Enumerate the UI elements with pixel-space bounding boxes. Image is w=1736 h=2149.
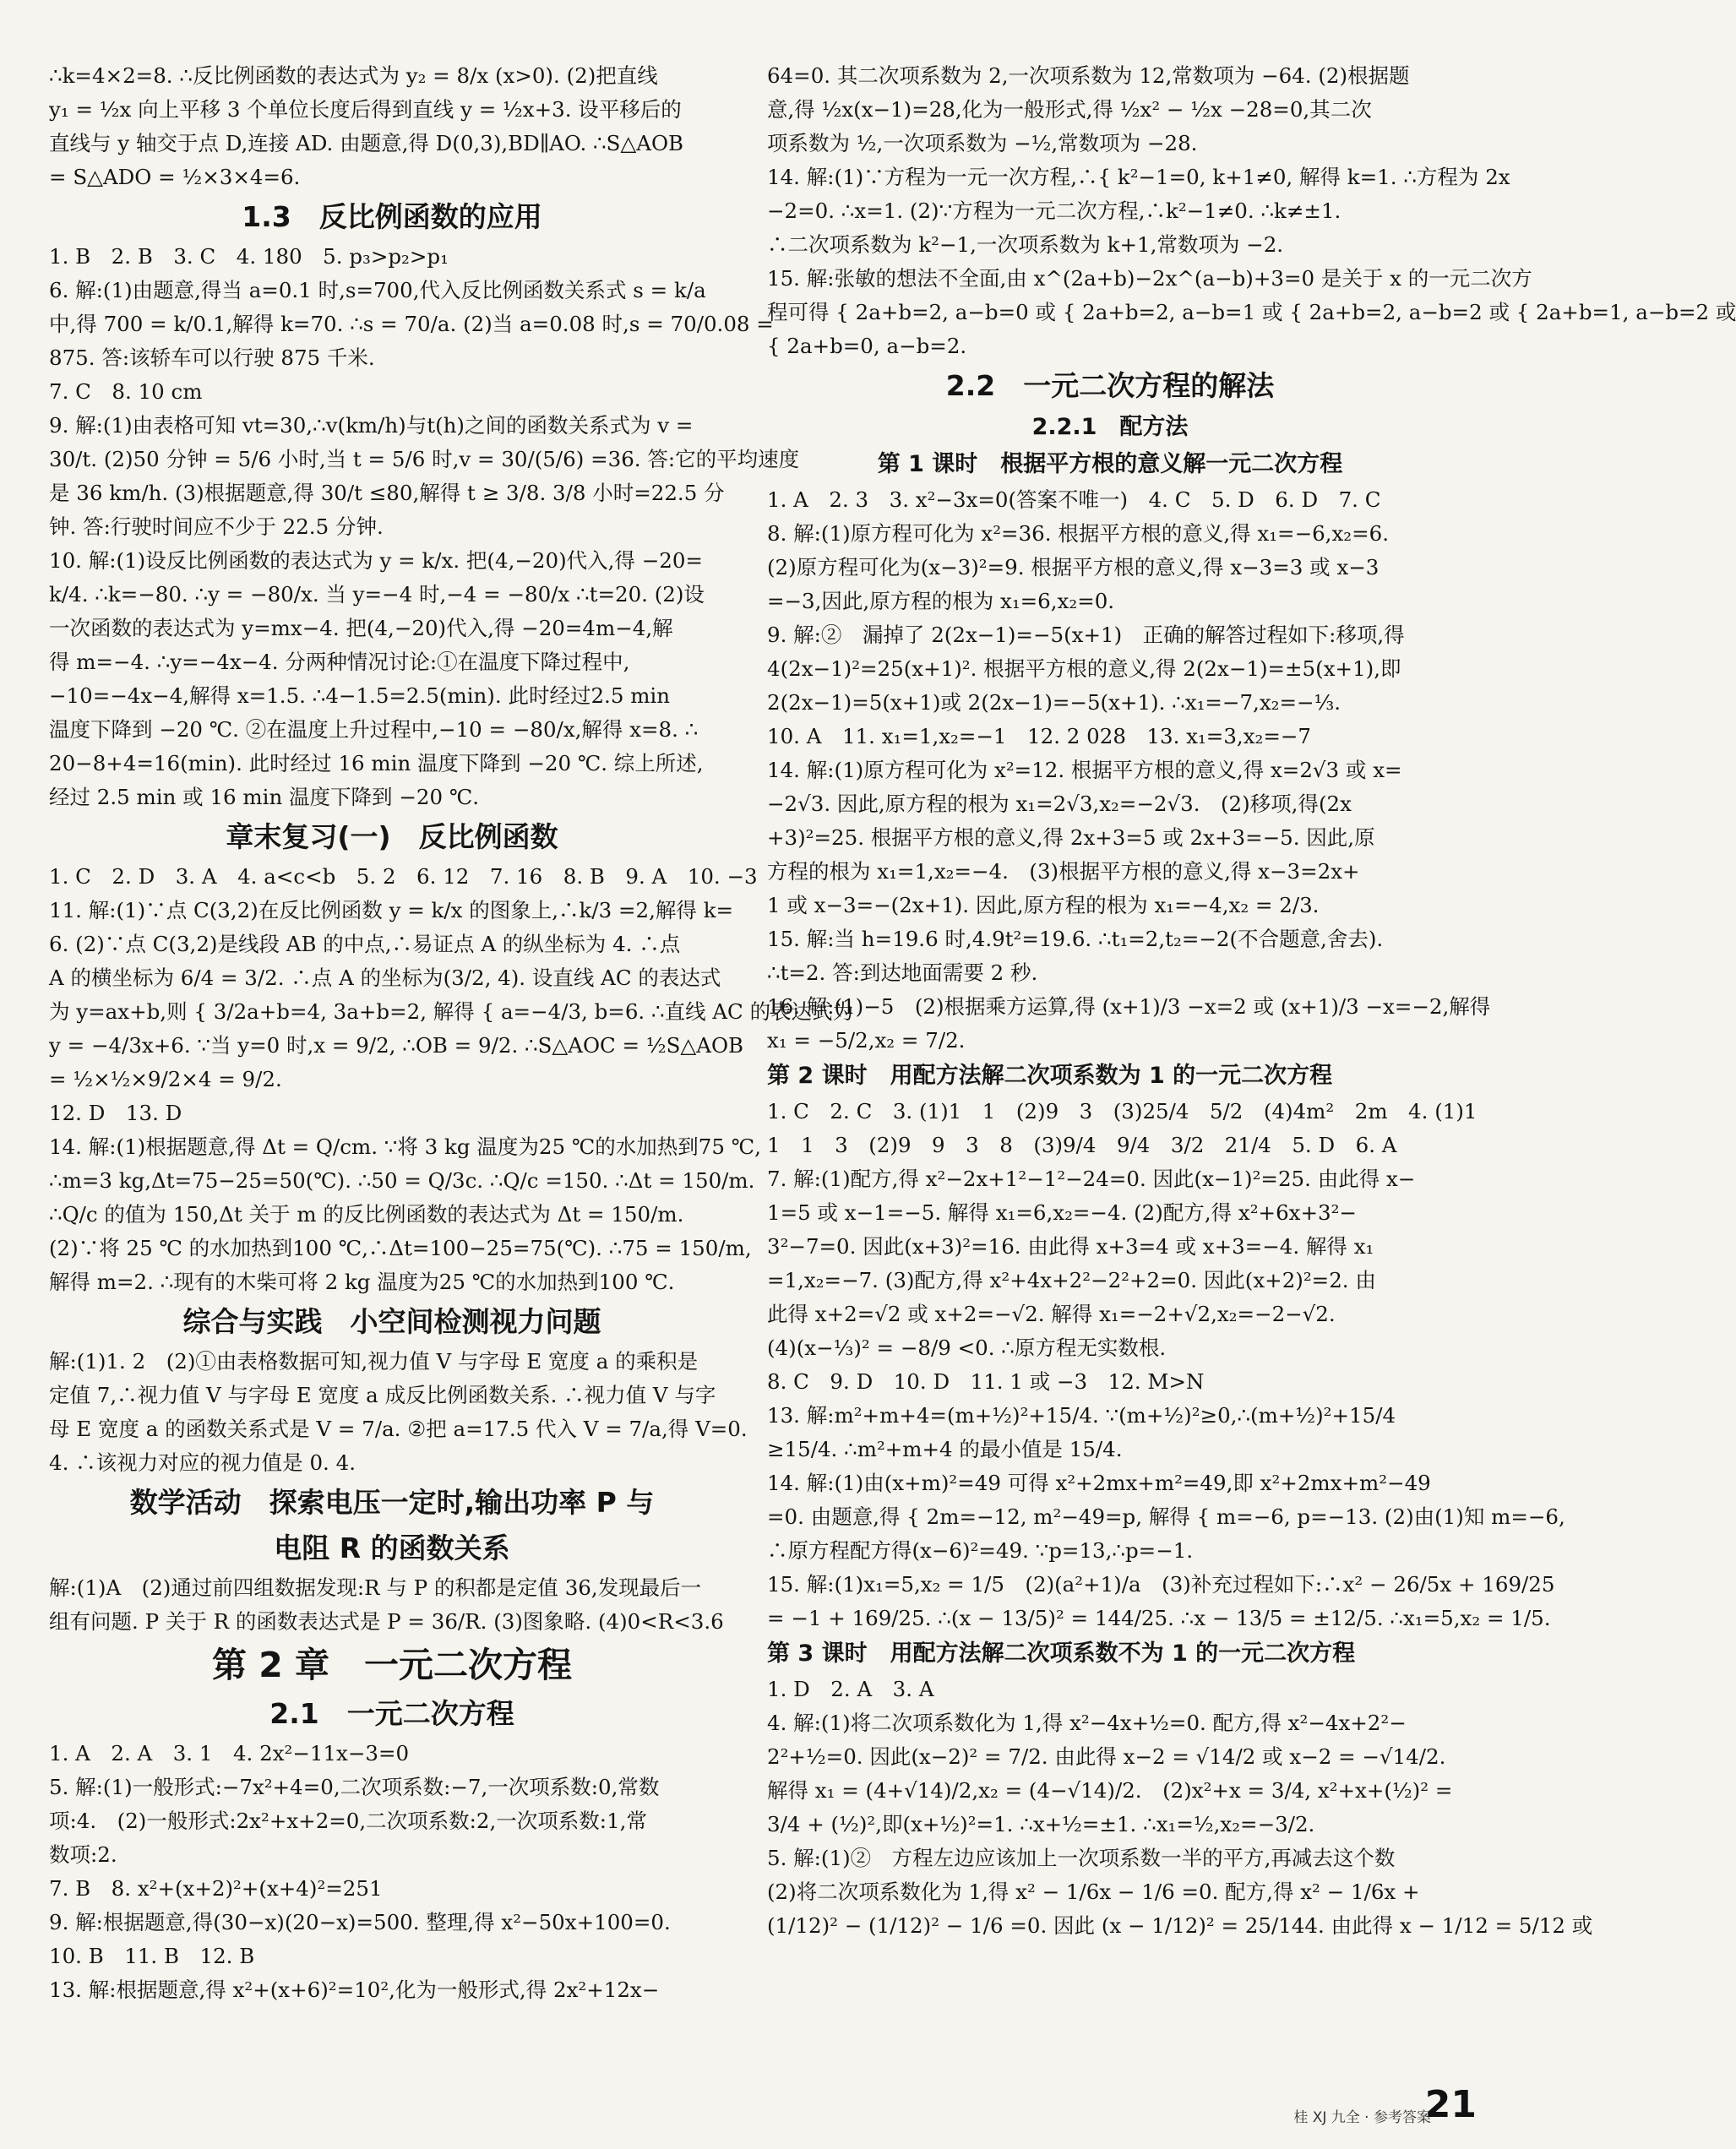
text-line: 钟. 答:行驶时间应不少于 22.5 分钟. [49,514,384,539]
text-line: 6. 解:(1)由题意,得当 a=0.1 时,s=700,代入反比例函数关系式 s = k/a [49,278,706,302]
text-line: 1=5 或 x−1=−5. 解得 x₁=6,x₂=−4. (2)配方,得 x²+6x+3²− [767,1200,1357,1225]
text-line: −2√3. 因此,原方程的根为 x₁=2√3,x₂=−2√3. (2)移项,得(2x [767,792,1352,816]
text-line: 项:4. (2)一般形式:2x²+x+2=0,二次项系数:2,一次项系数:1,常 [49,1809,647,1833]
text-line: 温度下降到 −20 ℃. ②在温度上升过程中,−10 = −80/x,解得 x=8. ∴ [49,717,699,742]
text-line: 为 y=ax+b,则 { 3/2a+b=4, 3a+b=2, 解得 { a=−4/3, b=6. ∴直线 AC 的表达式为 [49,999,854,1024]
text-line: 1 1 3 (2)9 9 3 8 (3)9/4 9/4 3/2 21/4 5. D 6. A [767,1133,1397,1157]
footer-label: 桂 XJ 九全 · 参考答案 [1293,2109,1431,2126]
subsection-heading: 2.2.1 配方法 [1031,414,1189,440]
text-line: 7. B 8. x²+(x+2)²+(x+4)²=251 [49,1876,383,1901]
text-line: 组有问题. P 关于 R 的函数表达式是 P = 36/R. (3)图象略. (4)0<R<3.6 [49,1609,724,1634]
section-heading: 章末复习(一) 反比例函数 [226,820,558,853]
text-line: 5. 解:(1)② 方程左边应该加上一次项系数一半的平方,再减去这个数 [767,1846,1396,1870]
text-line: 7. 解:(1)配方,得 x²−2x+1²−1²−24=0. 因此(x−1)²=25. 由此得 x− [767,1167,1416,1191]
text-line: k/4. ∴k=−80. ∴y = −80/x. 当 y=−4 时,−4 = −80/x ∴t=20. (2)设 [49,582,705,607]
text-line: 3/4 + (½)²,即(x+½)²=1. ∴x+½=±1. ∴x₁=½,x₂=−3/2. [767,1812,1315,1836]
text-line: 定值 7,∴视力值 V 与字母 E 宽度 a 成反比例函数关系. ∴视力值 V 与字 [49,1383,716,1407]
section-heading: 数学活动 探索电压一定时,输出功率 P 与 [129,1486,655,1519]
text-line: 1 或 x−3=−(2x+1). 因此,原方程的根为 x₁=−4,x₂ = 2/3. [767,893,1320,917]
section-heading: 2.2 一元二次方程的解法 [945,369,1275,402]
text-line: 1. A 2. A 3. 1 4. 2x²−11x−3=0 [49,1741,410,1765]
text-line: 5. 解:(1)一般形式:−7x²+4=0,二次项系数:−7,一次项系数:0,常数 [49,1775,660,1799]
text-line: ∴Q/c 的值为 150,Δt 关于 m 的反比例函数的表达式为 Δt = 150/m. [49,1202,684,1227]
text-line: ∴m=3 kg,Δt=75−25=50(℃). ∴50 = Q/3c. ∴Q/c =150. ∴Δt = 150/m. [49,1168,755,1193]
text-line: 9. 解:② 漏掉了 2(2x−1)=−5(x+1) 正确的解答过程如下:移项,得 [767,623,1405,647]
text-line: =0. 由题意,得 { 2m=−12, m²−49=p, 解得 { m=−6, p=−13. (2)由(1)知 m=−6, [767,1504,1565,1529]
right-column [767,59,1736,1943]
text-line: −2=0. ∴x=1. (2)∵方程为一元二次方程,∴k²−1≠0. ∴k≠±1. [767,199,1341,223]
text-line: 项系数为 ½,一次项系数为 −½,常数项为 −28. [767,131,1198,155]
text-line: 4(2x−1)²=25(x+1)². 根据平方根的意义,得 2(2x−1)=±5(x+1),即 [767,656,1401,681]
text-line: 直线与 y 轴交于点 D,连接 AD. 由题意,得 D(0,3),BD∥AO. ∴S△AOB [49,131,684,155]
text-line: ∴原方程配方得(x−6)²=49. ∵p=13,∴p=−1. [767,1538,1194,1563]
text-line: 解:(1)1. 2 (2)①由表格数据可知,视力值 V 与字母 E 宽度 a 的乘积是 [49,1349,699,1374]
text-line: 20−8+4=16(min). 此时经过 16 min 温度下降到 −20 ℃. 综上所述, [49,751,704,775]
text-line: y = −4/3x+6. ∵当 y=0 时,x = 9/2, ∴OB = 9/2. ∴S△AOC = ½S△AOB [49,1033,744,1058]
text-line: 4. ∴该视力对应的视力值是 0. 4. [49,1450,356,1475]
text-line: ∴t=2. 答:到达地面需要 2 秒. [767,960,1038,985]
text-line: 母 E 宽度 a 的函数关系式是 V = 7/a. ②把 a=17.5 代入 V = 7/a,得 V=0. [49,1417,748,1441]
section-heading: 综合与实践 小空间检测视力问题 [182,1305,601,1338]
text-line: 15. 解:(1)x₁=5,x₂ = 1/5 (2)(a²+1)/a (3)补充过程如下:∴x² − 26/5x + 169/25 [767,1572,1555,1597]
section-heading: 2.1 一元二次方程 [269,1697,514,1730]
text-line: 1. C 2. D 3. A 4. a<c<b 5. 2 6. 12 7. 16 8. B 9. A 10. −3 [49,864,758,889]
text-line: 30/t. (2)50 分钟 = 5/6 小时,当 t = 5/6 时,v = 30/(5/6) =36. 答:它的平均速度 [49,447,800,471]
section-heading: 电阻 R 的函数关系 [274,1532,510,1564]
text-line: 15. 解:张敏的想法不全面,由 x^(2a+b)−2x^(a−b)+3=0 是关于 x 的一元二次方 [767,266,1532,291]
text-line: 13. 解:根据题意,得 x²+(x+6)²=10²,化为一般形式,得 2x²+12x− [49,1978,660,2002]
text-line: = −1 + 169/25. ∴(x − 13/5)² = 144/25. ∴x − 13/5 = ±12/5. ∴x₁=5,x₂ = 1/5. [767,1606,1551,1630]
section-heading: 1.3 反比例函数的应用 [242,200,542,233]
text-line: 875. 答:该轿车可以行驶 875 千米. [49,345,375,370]
text-line: (1/12)² − (1/12)² − 1/6 =0. 因此 (x − 1/12)² = 25/144. 由此得 x − 1/12 = 5/12 或 [767,1913,1593,1938]
text-line: 解得 x₁ = (4+√14)/2,x₂ = (4−√14)/2. (2)x²+x = 3/4, x²+x+(½)² = [767,1778,1453,1803]
text-line: ≥15/4. ∴m²+m+4 的最小值是 15/4. [767,1437,1123,1461]
text-line: +3)²=25. 根据平方根的意义,得 2x+3=5 或 2x+3=−5. 因此,原 [767,825,1375,850]
text-line: 64=0. 其二次项系数为 2,一次项系数为 12,常数项为 −64. (2)根据题 [767,63,1410,88]
text-line: 10. B 11. B 12. B [49,1944,255,1968]
text-line: 8. C 9. D 10. D 11. 1 或 −3 12. M>N [767,1369,1205,1394]
text-line: 1. A 2. 3 3. x²−3x=0(答案不唯一) 4. C 5. D 6. D 7. C [767,487,1381,512]
subsection-heading: 第 2 课时 用配方法解二次项系数为 1 的一元二次方程 [767,1063,1333,1089]
text-line: (2)原方程可化为(x−3)²=9. 根据平方根的意义,得 x−3=3 或 x−3 [767,555,1380,579]
text-line: 意,得 ½x(x−1)=28,化为一般形式,得 ½x² − ½x −28=0,其二次 [767,97,1372,122]
text-line: 14. 解:(1)根据题意,得 Δt = Q/cm. ∵将 3 kg 温度为25 ℃的水加热到75 ℃, [49,1134,761,1159]
text-line: 12. D 13. D [49,1101,182,1125]
text-line: 7. C 8. 10 cm [49,379,203,404]
text-line: 得 m=−4. ∴y=−4x−4. 分两种情况讨论:①在温度下降过程中, [49,650,630,674]
text-line: 14. 解:(1)由(x+m)²=49 可得 x²+2mx+m²=49,即 x²+2mx+m²−49 [767,1471,1431,1495]
text-line: 1. C 2. C 3. (1)1 1 (2)9 3 (3)25/4 5/2 (4)4m² 2m 4. (1)1 [767,1099,1478,1123]
text-line: 1. D 2. A 3. A [767,1677,934,1701]
text-line: = S△ADO = ½×3×4=6. [49,165,301,189]
text-line: (2)∵将 25 ℃ 的水加热到100 ℃,∴Δt=100−25=75(℃). ∴75 = 150/m, [49,1236,752,1260]
text-line: =−3,因此,原方程的根为 x₁=6,x₂=0. [767,589,1115,613]
text-line: (4)(x−⅓)² = −8/9 <0. ∴原方程无实数根. [767,1336,1167,1360]
text-line: 10. 解:(1)设反比例函数的表达式为 y = k/x. 把(4,−20)代入,得 −20= [49,548,703,573]
subsection-heading: 第 3 课时 用配方法解二次项系数不为 1 的一元二次方程 [767,1640,1356,1667]
text-line: 9. 解:(1)由表格可知 vt=30,∴v(km/h)与t(h)之间的函数关系式为 v = [49,413,694,438]
text-line: 14. 解:(1)原方程可化为 x²=12. 根据平方根的意义,得 x=2√3 或 x= [767,758,1402,782]
text-line: 4. 解:(1)将二次项系数化为 1,得 x²−4x+½=0. 配方,得 x²−4x+2²− [767,1711,1407,1735]
text-line: 2(2x−1)=5(x+1)或 2(2x−1)=−5(x+1). ∴x₁=−7,x₂=−⅓. [767,690,1341,715]
text-line: 16. 解:(1)−5 (2)根据乘方运算,得 (x+1)/3 −x=2 或 (x+1)/3 −x=−2,解得 [767,994,1491,1019]
text-line: 数项:2. [49,1842,117,1867]
text-line: x₁ = −5/2,x₂ = 7/2. [767,1028,966,1053]
text-line: 8. 解:(1)原方程可化为 x²=36. 根据平方根的意义,得 x₁=−6,x₂=6. [767,521,1390,546]
text-line: A 的横坐标为 6/4 = 3/2. ∴点 A 的坐标为(3/2, 4). 设直线 AC 的表达式 [49,966,721,990]
subsection-heading: 第 1 课时 根据平方根的意义解一元二次方程 [877,451,1343,477]
chapter-heading: 第 2 章 一元二次方程 [211,1645,573,1685]
text-line: 此得 x+2=√2 或 x+2=−√2. 解得 x₁=−2+√2,x₂=−2−√2. [767,1302,1336,1326]
text-line: 14. 解:(1)∵方程为一元一次方程,∴{ k²−1=0, k+1≠0, 解得 k=1. ∴方程为 2x [767,165,1510,189]
text-line: 经过 2.5 min 或 16 min 温度下降到 −20 ℃. [49,785,480,809]
text-line: 6. (2)∵点 C(3,2)是线段 AB 的中点,∴易证点 A 的纵坐标为 4. ∴点 [49,932,681,956]
text-line: 3²−7=0. 因此(x+3)²=16. 由此得 x+3=4 或 x+3=−4. 解得 x₁ [767,1234,1374,1259]
text-line: 11. 解:(1)∵点 C(3,2)在反比例函数 y = k/x 的图象上,∴k/3 =2,解得 k= [49,898,734,922]
text-line: 2²+½=0. 因此(x−2)² = 7/2. 由此得 x−2 = √14/2 或 x−2 = −√14/2. [767,1744,1446,1769]
text-line: 1. B 2. B 3. C 4. 180 5. p₃>p₂>p₁ [49,244,449,269]
text-line: ∴二次项系数为 k²−1,一次项系数为 k+1,常数项为 −2. [767,232,1284,257]
text-line: 是 36 km/h. (3)根据题意,得 30/t ≤80,解得 t ≥ 3/8. 3/8 小时=22.5 分 [49,481,725,505]
text-line: 15. 解:当 h=19.6 时,4.9t²=19.6. ∴t₁=2,t₂=−2(不合题意,舍去). [767,927,1384,951]
page-number: 21 [1424,2083,1477,2126]
text-line: =1,x₂=−7. (3)配方,得 x²+4x+2²−2²+2=0. 因此(x+2)²=2. 由 [767,1268,1376,1292]
text-line: −10=−4x−4,解得 x=1.5. ∴4−1.5=2.5(min). 此时经过2.5 min [49,683,671,708]
text-line: 中,得 700 = k/0.1,解得 k=70. ∴s = 70/a. (2)当 a=0.08 时,s = 70/0.08 = [49,312,774,336]
text-line: (2)将二次项系数化为 1,得 x² − 1/6x − 1/6 =0. 配方,得 x² − 1/6x + [767,1880,1420,1904]
text-line: = ½×½×9/2×4 = 9/2. [49,1067,282,1091]
text-line: y₁ = ½x 向上平移 3 个单位长度后得到直线 y = ½x+3. 设平移后的 [49,97,682,122]
text-line: 一次函数的表达式为 y=mx−4. 把(4,−20)代入,得 −20=4m−4,解 [49,616,673,640]
text-line: { 2a+b=0, a−b=2. [767,334,967,358]
text-line: 解得 m=2. ∴现有的木柴可将 2 kg 温度为25 ℃的水加热到100 ℃. [49,1270,675,1294]
text-line: 方程的根为 x₁=1,x₂=−4. (3)根据平方根的意义,得 x−3=2x+ [767,859,1360,884]
text-line: 解:(1)A (2)通过前四组数据发现:R 与 P 的积都是定值 36,发现最后一 [49,1575,702,1600]
text-line: ∴k=4×2=8. ∴反比例函数的表达式为 y₂ = 8/x (x>0). (2)把直线 [49,63,658,88]
text-line: 程可得 { 2a+b=2, a−b=0 或 { 2a+b=2, a−b=1 或 { 2a+b=2, a−b=2 或 { 2a+b=1, a−b=2 或 [767,300,1736,324]
text-line: 10. A 11. x₁=1,x₂=−1 12. 2 028 13. x₁=3,x₂=−7 [767,724,1311,748]
text-line: 13. 解:m²+m+4=(m+½)²+15/4. ∵(m+½)²≥0,∴(m+½)²+15/4 [767,1403,1396,1428]
text-line: 9. 解:根据题意,得(30−x)(20−x)=500. 整理,得 x²−50x+100=0. [49,1910,671,1934]
